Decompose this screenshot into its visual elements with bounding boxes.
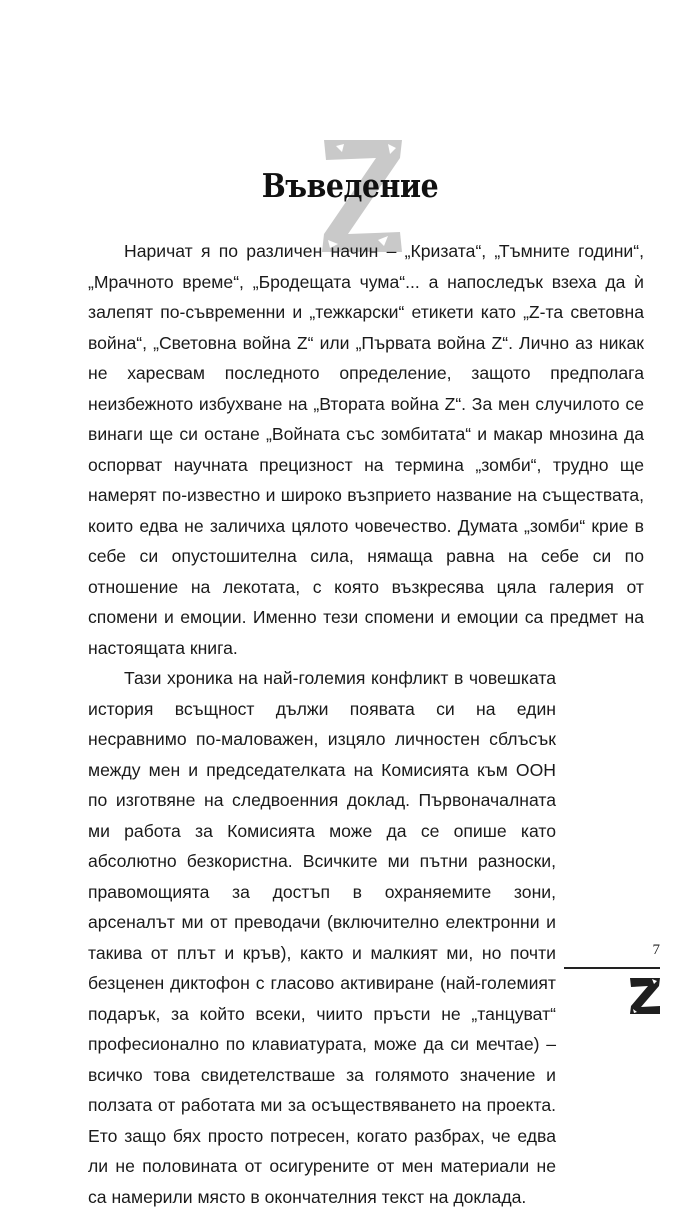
page-number: 7 — [652, 942, 660, 958]
z-logo-icon — [628, 976, 662, 1016]
folio-rule — [564, 967, 660, 969]
chapter-title: Въведение — [261, 166, 439, 205]
paragraph: Наричат я по различен начин – „Кризата“, „Тъмните години“, „Мрачното време“, „Бродещата чума“... а напоследък взеха да ѝ залепят по-съвременни и „тежкарски“ етикети като „Z-та световна война“, „Световна война Z“ или „Първата война Z“. Лично аз никак не харесвам последното определение, защото предполага неизбежното избухване на „Втората война Z“. За мен случилото се винаги ще си остане „Войната със зомбитата“ и макар мнозина да оспорват научната прецизност на термина „зомби“, трудно ще намерят по-известно и широко възприето название на съществата, които едва не заличиха цялото човечество. Думата „зомби“ крие в себе си опустошителна сила, нямаща равна на себе си по отношение на лекотата, с която възкресява цяла галерия от спомени и емоции. Именно тези спомени и емоции са предмет на настоящата книга. — [88, 241, 644, 658]
paragraph: Тази хроника на най-големия конфликт в човешката история всъщност дължи появата си на един несравнимо по-маловажен, изцяло личностен сблъсък между мен и председателката на Комисията към ООН по изготвяне на следвоенния доклад. Първоначалната ми работа за Комисията може да се опише като абсолютно безкористна. Всичките ми пътни разноски, правомощията за достъп в охраняемите зони, арсеналът ми от преводачи (включително електронни и такива от плът и кръв), както и малкият ми, но почти безценен диктофон с гласово активиране (най-големият подарък, за който всеки, чиито пръсти не „танцуват“ професионално по клавиатурата, може да си мечтае) – всичко това свидетелстваше за голямото значение и ползата от работата ми за осъществяването на проекта. Ето защо бях просто потресен, когато разбрах, че едва ли не половината от осигурените от мен материали не са намерили място в окончателния текст на доклада. — [88, 668, 556, 1207]
body-text — [88, 236, 644, 1212]
